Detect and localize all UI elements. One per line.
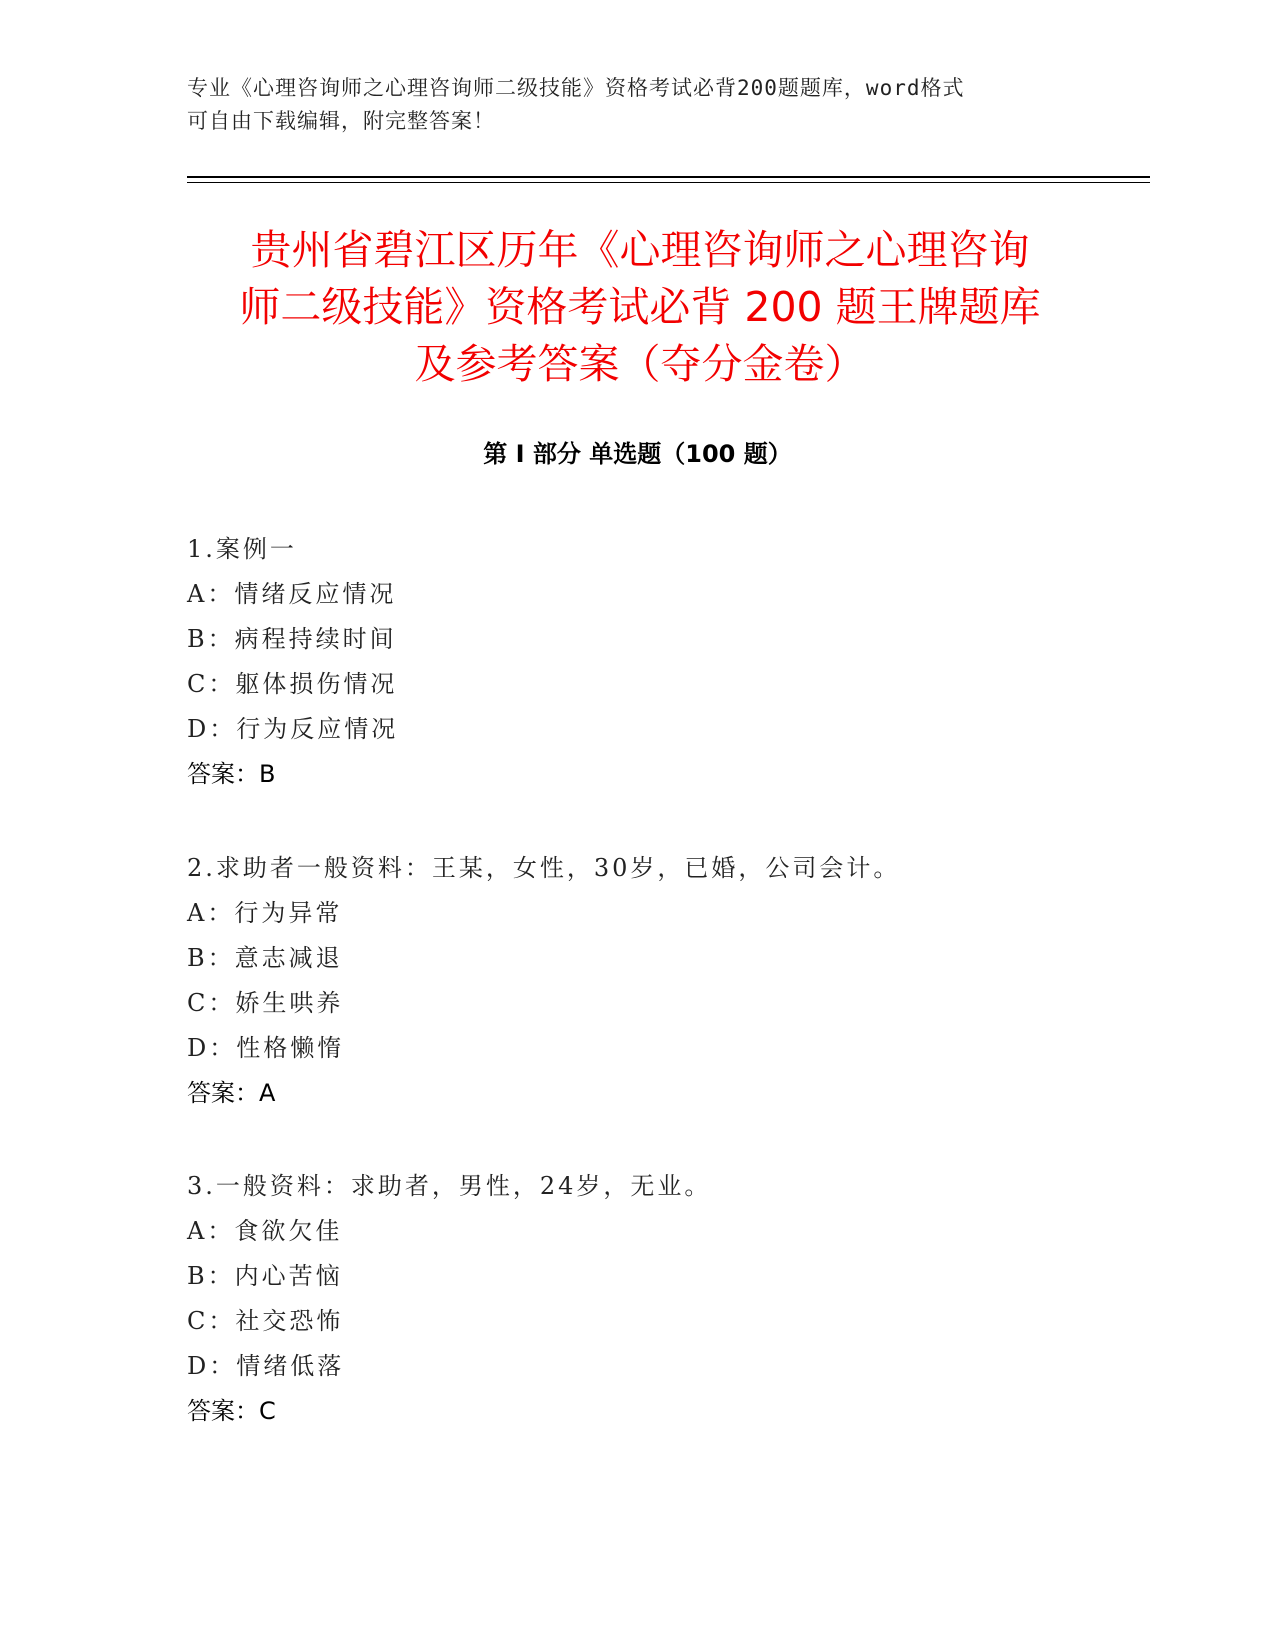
option-c: C：娇生哄养 (187, 989, 344, 1017)
answer-line: 答案：A (187, 1079, 276, 1107)
option-b: B：内心苦恼 (187, 1262, 343, 1290)
option-c: C：躯体损伤情况 (187, 670, 398, 698)
document-title (180, 222, 1100, 393)
header-note (187, 72, 1067, 138)
answer-line: 答案：B (187, 760, 276, 788)
option-d: D：行为反应情况 (187, 715, 399, 743)
answer-line: 答案：C (187, 1397, 276, 1425)
document-title-line-2: 师二级技能》资格考试必背 200 题王牌题库 (239, 283, 1041, 331)
question-block (187, 1164, 1087, 1434)
option-a: A：行为异常 (187, 899, 343, 927)
option-d: D：性格懒惰 (187, 1034, 345, 1062)
option-a: A：情绪反应情况 (187, 580, 397, 608)
question-stem: 2.求助者一般资料：王某，女性，30岁，已婚，公司会计。 (187, 854, 901, 882)
question-block (187, 846, 1087, 1116)
question-stem: 3.一般资料：求助者，男性，24岁，无业。 (187, 1172, 712, 1200)
option-b: B：病程持续时间 (187, 625, 397, 653)
option-b: B：意志减退 (187, 944, 343, 972)
option-a: A：食欲欠佳 (187, 1217, 343, 1245)
option-d: D：情绪低落 (187, 1352, 345, 1380)
question-stem: 1.案例一 (187, 535, 297, 563)
header-divider-thick (187, 176, 1150, 178)
question-block (187, 527, 1087, 797)
header-note-line-1: 专业《心理咨询师之心理咨询师二级技能》资格考试必背200题题库，word格式 (187, 76, 965, 100)
document-title-line-1: 贵州省碧江区历年《心理咨询师之心理咨询 (250, 226, 1030, 274)
header-divider-thin (187, 182, 1150, 183)
header-note-line-2: 可自由下载编辑，附完整答案！ (187, 109, 495, 133)
section-heading: 第 I 部分 单选题（100 题） (483, 440, 792, 468)
document-title-line-3: 及参考答案（夺分金卷） (414, 340, 866, 388)
option-c: C：社交恐怖 (187, 1307, 344, 1335)
